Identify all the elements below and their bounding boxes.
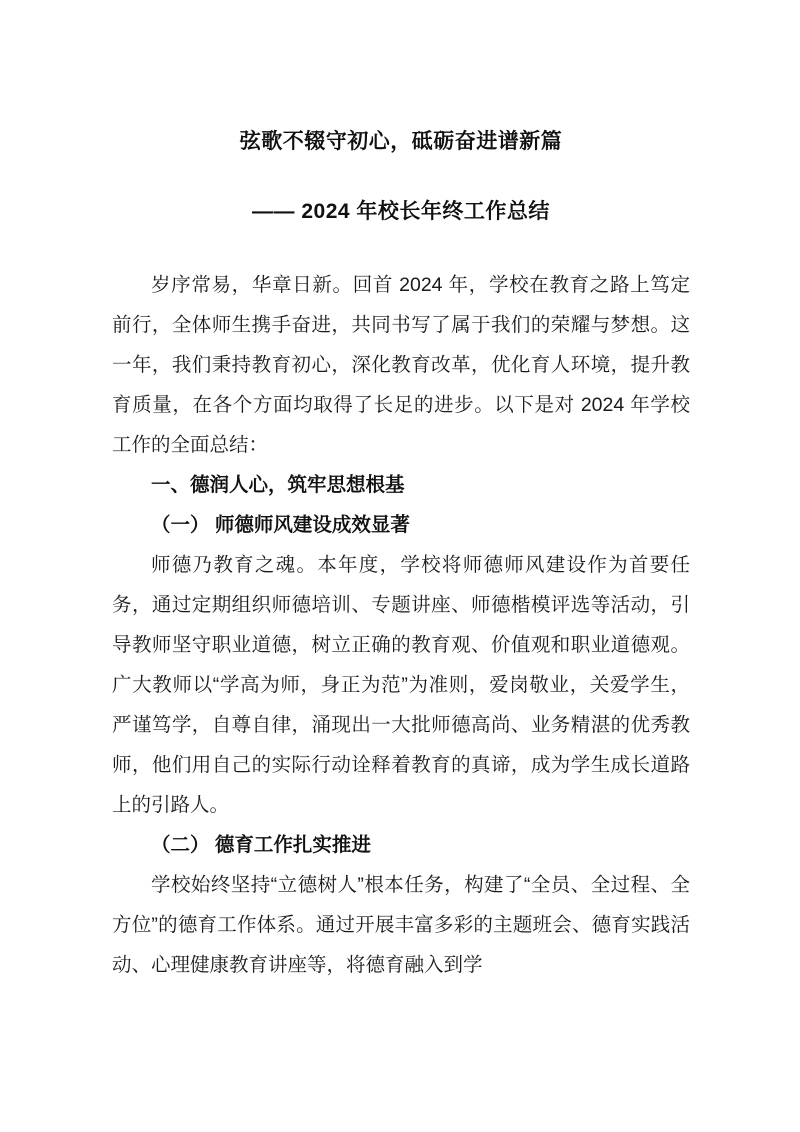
paragraph-section-1-2: 学校始终坚持“立德树人”根本任务，构建了“全员、全过程、全方位”的德育工作体系。通过开展丰富多彩的主题班会、德育实践活动、心理健康教育讲座等，将德育融入到学	[112, 874, 690, 976]
heading-section-1: 一、德润人心，筑牢思想根基	[151, 474, 405, 496]
page-subtitle: —— 2024 年校长年终工作总结	[252, 200, 550, 223]
heading-section-1-1: （一） 师德师风建设成效显著	[151, 514, 410, 536]
document-content	[112, 0, 690, 985]
heading-section-1-2: （二） 德育工作扎实推进	[151, 834, 371, 856]
page-title: 弦歌不辍守初心，砥砺奋进谱新篇	[239, 130, 563, 153]
paragraph-intro: 岁序常易，华章日新。回首 2024 年，学校在教育之路上笃定前行，全体师生携手奋进，共同书写了属于我们的荣耀与梦想。这一年，我们秉持教育初心，深化教育改革，优化育人环境，提升教育质量，在各个方面均取得了长足的进步。以下是对 2024 年学校工作的全面总结：	[112, 274, 690, 456]
paragraph-section-1-1: 师德乃教育之魂。本年度，学校将师德师风建设作为首要任务，通过定期组织师德培训、专题讲座、师德楷模评选等活动，引导教师坚守职业道德，树立正确的教育观、价值观和职业道德观。广大教师以“学高为师，身正为范”为准则，爱岗敬业，关爱学生，严谨笃学，自尊自律，涌现出一大批师德高尚、业务精湛的优秀教师，他们用自己的实际行动诠释着教育的真谛，成为学生成长道路上的引路人。	[112, 554, 690, 816]
